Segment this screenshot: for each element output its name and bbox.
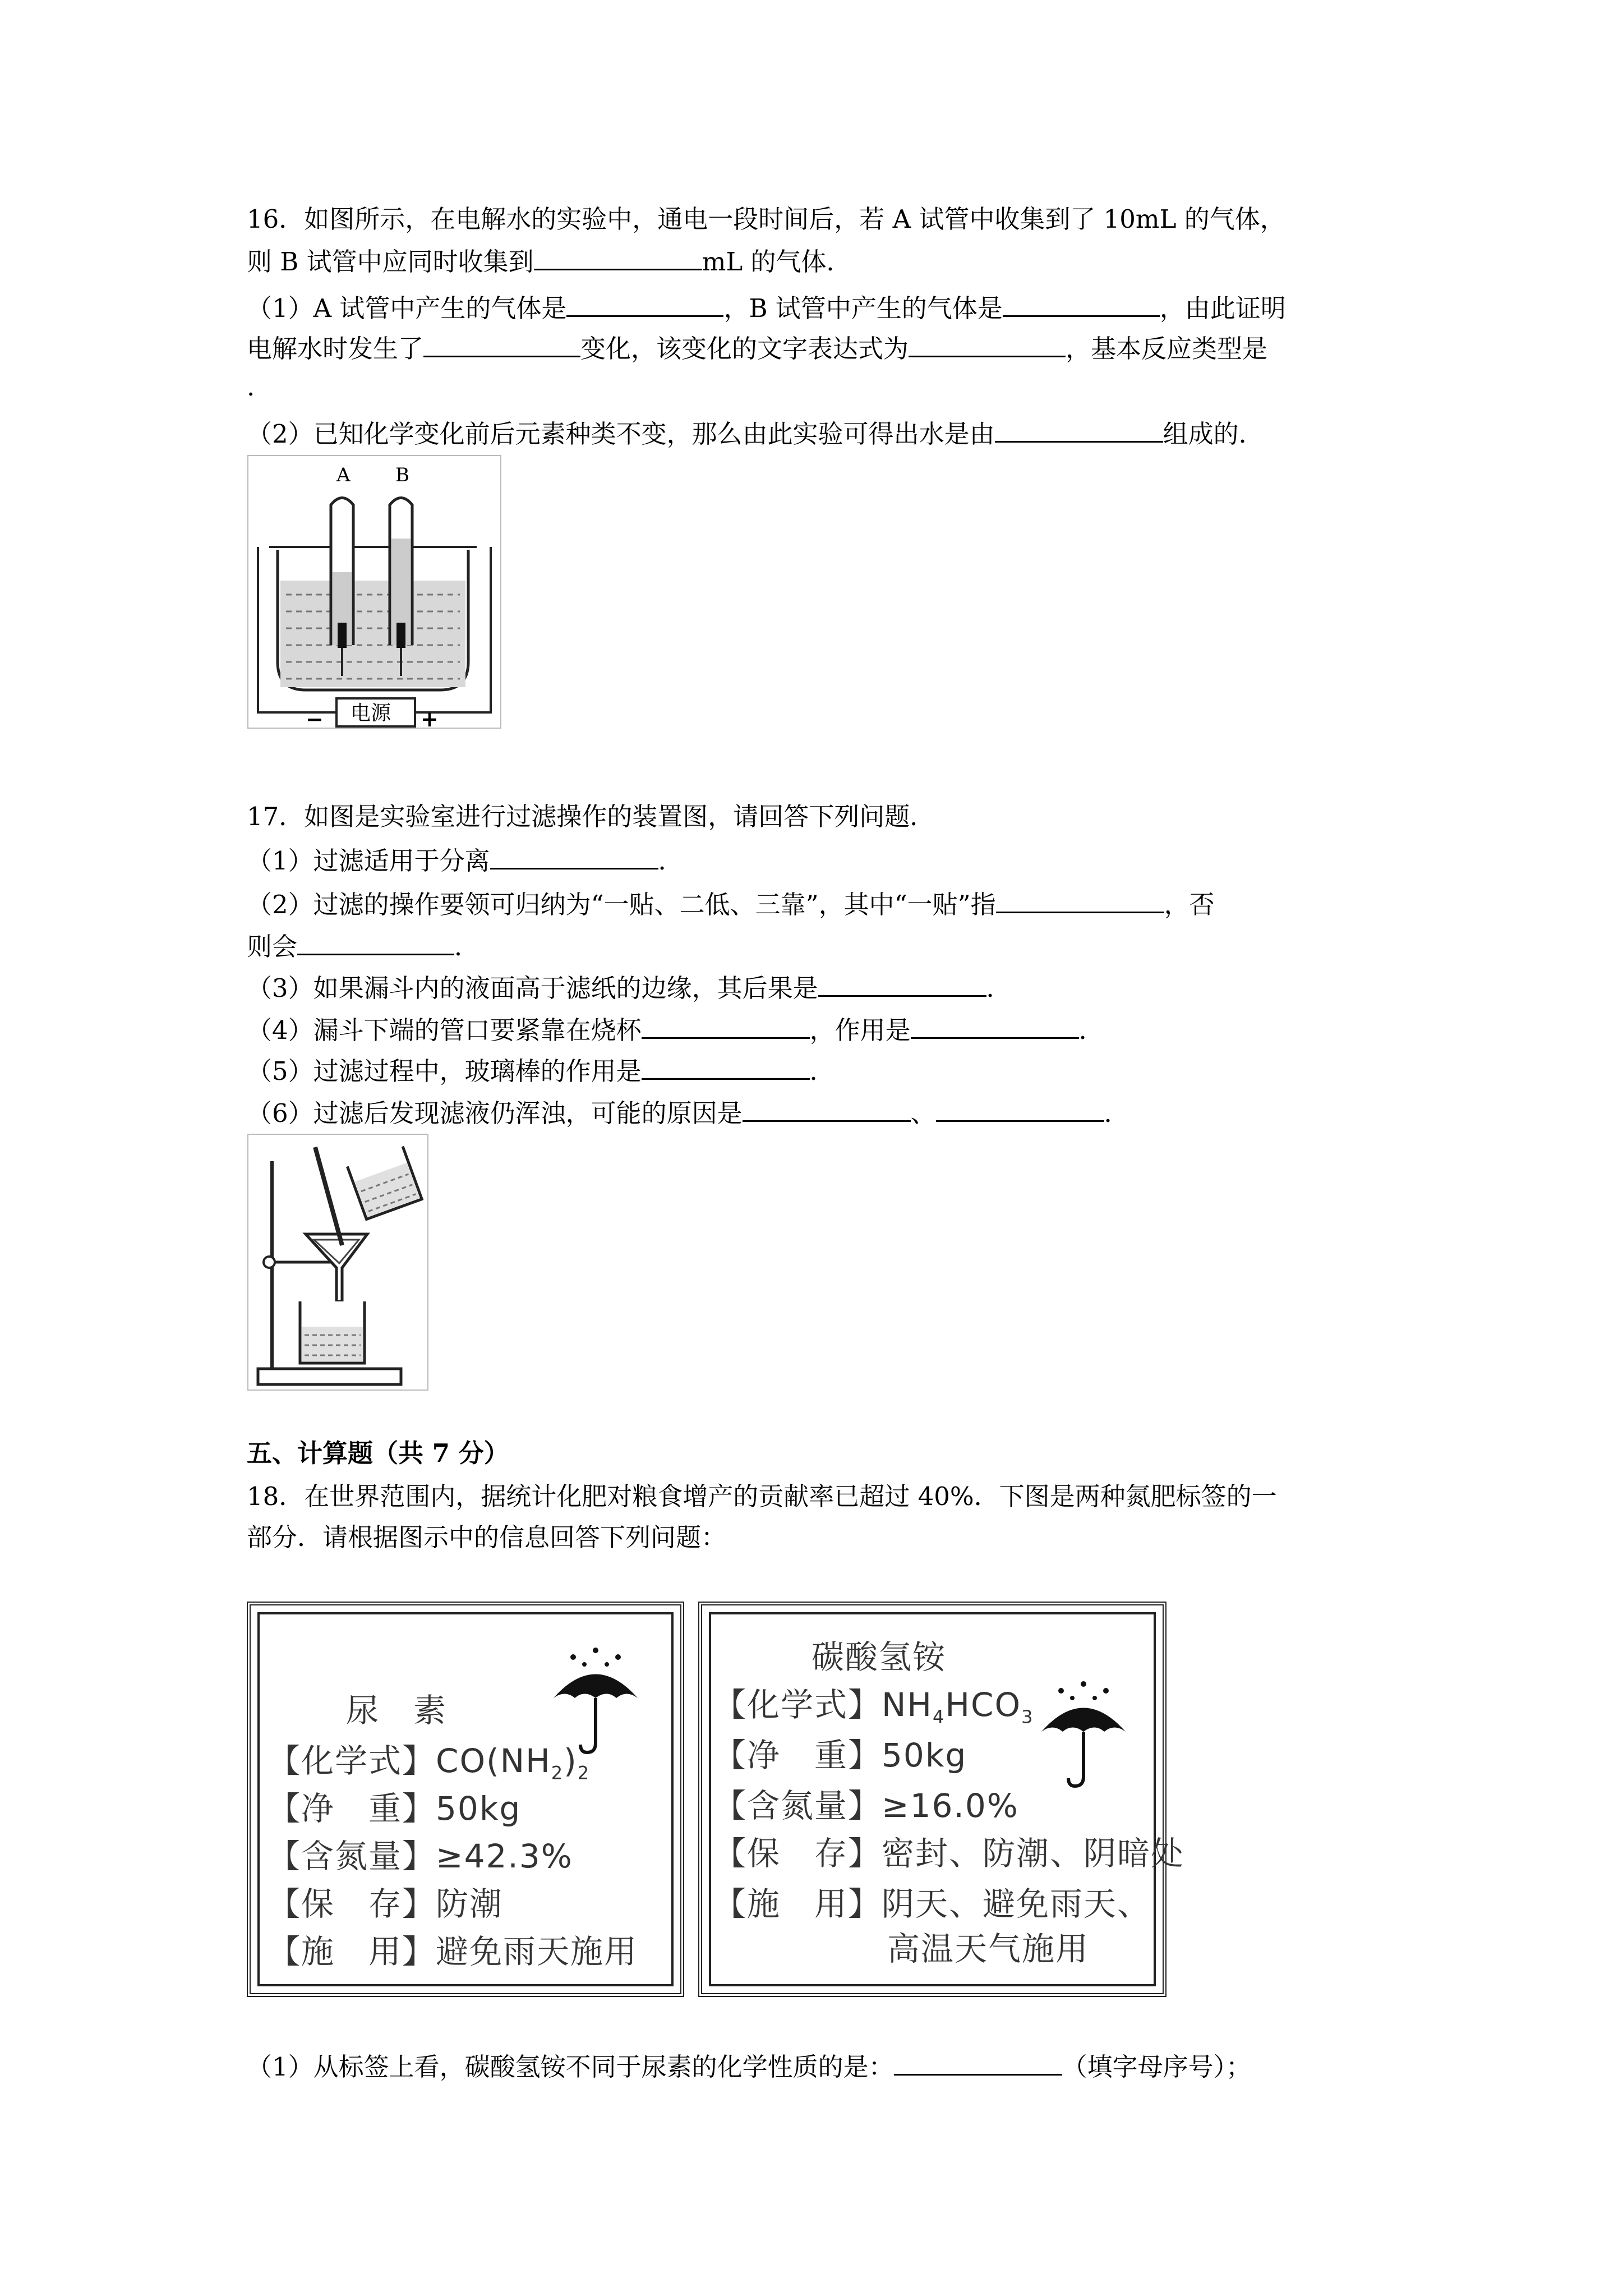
urea-weight-row [268,1782,521,1829]
q17-line6 [247,1008,1104,1051]
q17-line4-text-a: 则会 [247,932,298,961]
abc-nitrogen-row [713,1779,1019,1826]
urea-storage-row [268,1878,503,1925]
q18-sub1-text-b: （填字母序号）； [1062,2052,1252,2082]
answer-blank[interactable] [1003,286,1160,317]
q16-line4-text-a: 电解水时发生了 [247,334,424,364]
abc-formula-row [713,1678,1034,1728]
ammonium-bicarbonate-name: 碳酸氢铵 [811,1638,947,1676]
answer-blank[interactable] [894,2045,1062,2076]
q17-line4 [247,924,479,967]
q18-line2: 部分．请根据图示中的信息回答下列问题： [247,1522,727,1552]
urea-storage-key: 【保 存】 [268,1885,436,1923]
q18-sub1 [247,2045,1251,2087]
ammonium-bicarbonate-label [698,1602,1185,1997]
abc-nitrogen-value: ≥16.0% [882,1787,1019,1825]
q17-line5-text-a: （3）如果漏斗内的液面高于滤纸的边缘，其后果是 [247,973,818,1003]
abc-usage-value-2: 高温天气施用 [887,1930,1090,1968]
q17-line8 [247,1091,1129,1134]
q16-line6-text-a: （2）已知化学变化前后元素种类不变，那么由此实验可得出水是由 [247,419,995,449]
answer-blank[interactable] [818,966,986,997]
q16-line4 [247,326,1267,369]
q16-line2-text-b: mL 的气体． [702,247,852,277]
abc-formula-sub2: 3 [1021,1706,1034,1728]
q17-line2-text-b: ． [658,846,684,876]
q16-line1: 16．如图所示，在电解水的实验中，通电一段时间后，若 A 试管中收集到了 10mL 的气体， [247,204,1285,234]
abc-weight-value: 50kg [882,1736,967,1774]
urea-storage-value: 防潮 [436,1885,504,1923]
q16-line4-text-b: 变化，该变化的文字表达式为 [580,334,909,364]
answer-blank[interactable] [995,412,1163,443]
q17-line3-text-a: （2）过滤的操作要领可归纳为“一贴、二低、三靠”，其中“一贴”指 [247,890,996,919]
q17-line2 [247,839,684,881]
filtration-figure [247,1133,429,1391]
q16-line2 [247,240,852,282]
urea-weight-value: 50kg [436,1789,522,1828]
q17-line8-text-a: （6）过滤后发现滤液仍浑浊，可能的原因是 [247,1098,743,1128]
q17-line4-text-b: ． [454,932,480,961]
urea-usage-row [268,1925,638,1972]
abc-nitrogen-key: 【含氮量】 [713,1787,882,1825]
section-heading: 五、计算题（共 7 分） [247,1438,509,1468]
q17-line8-text-b: 、 [910,1098,936,1128]
q16-line3-text-b: ，B 试管中产生的气体是 [723,293,1003,323]
answer-blank[interactable] [909,326,1066,357]
answer-blank[interactable] [490,839,658,869]
q16-line4-text-c: ，基本反应类型是 [1066,334,1268,364]
q17-line5 [247,966,1012,1009]
answer-blank[interactable] [743,1091,911,1122]
q17-line7 [247,1049,835,1092]
abc-formula-sub1: 4 [933,1706,946,1728]
abc-weight-row [713,1729,967,1776]
plus-sign: + [421,707,439,729]
q17-line3-text-b: ，否 [1164,890,1215,919]
urea-name: 尿 素 [346,1691,448,1729]
q16-line6-text-b: 组成的． [1163,419,1264,449]
abc-formula-a: NH [882,1686,933,1724]
q17-line7-text-b: ． [809,1056,835,1086]
abc-storage-row [713,1827,1184,1874]
q17-line6-text-a: （4）漏斗下端的管口要紧靠在烧杯 [247,1015,642,1045]
answer-blank[interactable] [297,924,454,955]
urea-label [247,1602,684,1997]
minus-sign: − [306,707,324,729]
abc-usage-row [713,1878,1151,1925]
abc-storage-value: 密封、防潮、阴暗处 [882,1834,1185,1872]
tube-b-label: B [395,464,409,486]
urea-usage-key: 【施 用】 [268,1932,436,1971]
abc-formula-key: 【化学式】 [713,1686,882,1724]
answer-blank[interactable] [642,1049,810,1080]
q17-line8-text-c: ． [1104,1098,1129,1128]
answer-blank[interactable] [534,240,702,270]
q17-line2-text-a: （1）过滤适用于分离 [247,846,490,876]
abc-usage-value-1: 阴天、避免雨天、 [882,1885,1151,1923]
urea-formula-row [268,1734,590,1784]
urea-usage-value: 避免雨天施用 [436,1932,638,1971]
abc-formula-b: HCO [945,1686,1022,1724]
q16-line2-text-a: 则 B 试管中应同时收集到 [247,247,534,277]
q17-line5-text-b: ． [986,973,1012,1003]
q17-line6-text-c: ． [1078,1015,1104,1045]
tube-a-label: A [336,464,351,486]
abc-weight-key: 【净 重】 [713,1736,882,1774]
q18-line1: 18．在世界范围内，据统计化肥对粮食增产的贡献率已超过 40%．下图是两种氮肥标签的一 [247,1481,1277,1511]
urea-formula-sub2: 2 [577,1762,591,1784]
urea-formula-a: CO(NH [436,1742,551,1780]
q16-line6 [247,412,1264,454]
urea-nitrogen-value: ≥42.3% [436,1837,573,1875]
q18-sub1-text-a: （1）从标签上看，碳酸氢铵不同于尿素的化学性质的是： [247,2052,894,2082]
urea-formula-key: 【化学式】 [268,1742,436,1780]
q17-line6-text-b: ，作用是 [809,1015,911,1045]
answer-blank[interactable] [642,1008,810,1039]
answer-blank[interactable] [996,882,1164,913]
abc-storage-key: 【保 存】 [713,1834,882,1872]
q17-line3 [247,882,1215,925]
q16-line3-text-c: ，由此证明 [1159,293,1286,323]
electrolysis-figure [247,454,502,729]
q16-line3-text-a: （1）A 试管中产生的气体是 [247,293,567,323]
q17-line7-text-a: （5）过滤过程中，玻璃棒的作用是 [247,1056,642,1086]
answer-blank[interactable] [566,286,723,317]
q16-line5: . [247,372,255,402]
urea-nitrogen-row [268,1830,573,1877]
q16-line3 [247,286,1286,329]
abc-usage-key: 【施 用】 [713,1885,882,1923]
answer-blank[interactable] [423,326,580,357]
urea-weight-key: 【净 重】 [268,1789,436,1828]
urea-nitrogen-key: 【含氮量】 [268,1837,436,1875]
urea-formula-b: ) [564,1742,578,1780]
answer-blank[interactable] [911,1008,1079,1039]
urea-formula-sub1: 2 [551,1762,564,1784]
q17-line1: 17．如图是实验室进行过滤操作的装置图，请回答下列问题． [247,802,935,831]
power-source-label: 电源 [351,702,391,725]
umbrella-icon [1036,1678,1131,1791]
answer-blank[interactable] [936,1091,1104,1122]
